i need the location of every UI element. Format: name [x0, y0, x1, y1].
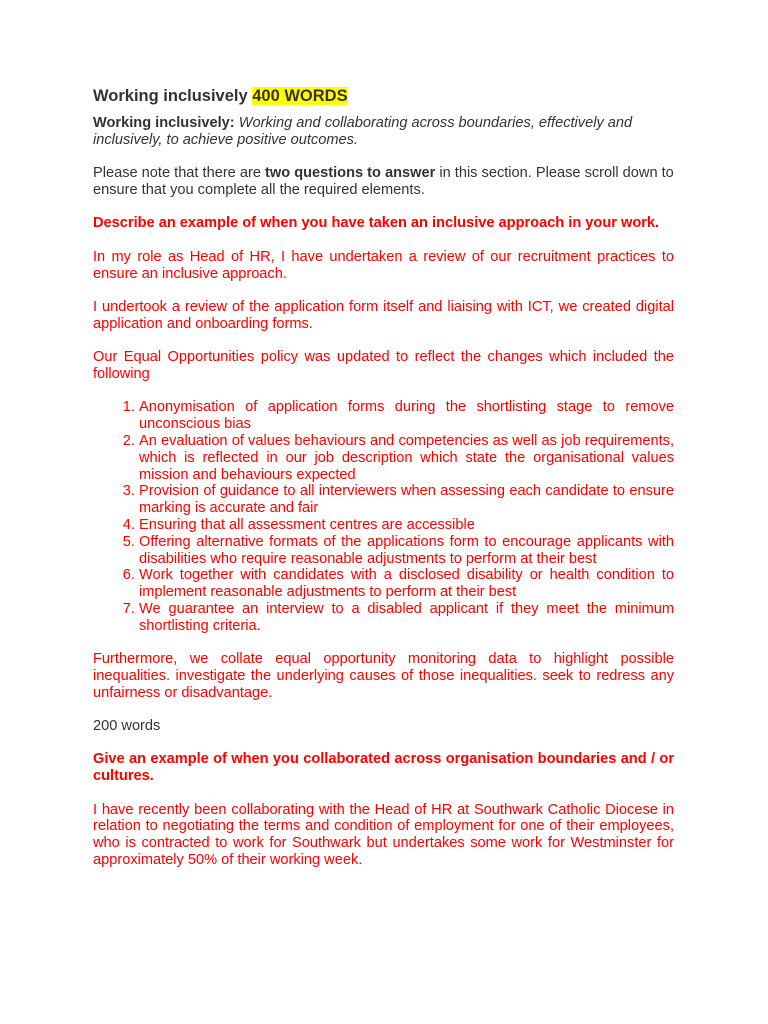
answer-1-paragraph: In my role as Head of HR, I have undertaken a review of our recruitment practices to ensure an inclusive approach. [93, 248, 674, 282]
answer-1-closing: Furthermore, we collate equal opportunity monitoring data to highlight possible inequalities. investigate the underlying causes of those inequalities. seek to redress any unfairness or disadvantage. [93, 651, 674, 701]
section-title [93, 86, 674, 107]
definition-paragraph [93, 115, 674, 149]
definition-label: Working inclusively: [93, 115, 235, 131]
note-suffix: in this section. Please scroll down to ensure that you complete all the required elements. [93, 165, 674, 198]
list-item: 4. Ensuring that all assessment centres are accessible [139, 517, 674, 534]
section-title-text: Working inclusively [93, 87, 248, 105]
question-1-heading: Describe an example of when you have taken an inclusive approach in your work. [93, 215, 660, 232]
definition-text: Working and collaborating across boundaries, effectively and inclusively, to achieve positive outcomes. [93, 115, 633, 148]
answer-1-paragraph: I undertook a review of the application form itself and liaising with ICT, we created digital application and onboarding forms. [93, 298, 674, 332]
instruction-note [93, 165, 674, 199]
word-count: 200 words [93, 718, 161, 735]
document-page [93, 86, 674, 885]
policy-changes-list [93, 399, 674, 634]
note-bold: two questions to answer [265, 165, 436, 182]
note-prefix: Please note that there are [93, 165, 261, 182]
list-item: 6. Work together with candidates with a disclosed disability or health condition to implement reasonable adjustments to perform at their best [139, 567, 674, 601]
question-2-heading: Give an example of when you collaborated across organisation boundaries and / or cultures. [93, 751, 674, 785]
word-limit-highlight: 400 WORDS [252, 87, 348, 105]
answer-1-paragraph: Our Equal Opportunities policy was updated to reflect the changes which included the following [93, 349, 674, 382]
list-item: 1. Anonymisation of application forms during the shortlisting stage to remove unconscious bias [139, 399, 674, 433]
list-item: 2. An evaluation of values behaviours and competencies as well as job requirements, which is reflected in our job description which state the organisational values mission and behaviours expected [139, 433, 674, 483]
list-item: 7. We guarantee an interview to a disabled applicant if they meet the minimum shortlisting criteria. [139, 601, 674, 635]
list-item: 5. Offering alternative formats of the applications form to encourage applicants with disabilities who require reasonable adjustments to perform at their best [139, 534, 674, 568]
answer-2-paragraph: I have recently been collaborating with the Head of HR at Southwark Catholic Diocese in relation to negotiating the terms and condition of employment for one of their employees, who is contracted to work for Southwark but undertakes some work for Westminster for approximately 50% of their working week. [93, 801, 674, 869]
list-item: 3. Provision of guidance to all interviewers when assessing each candidate to ensure marking is accurate and fair [139, 483, 674, 517]
